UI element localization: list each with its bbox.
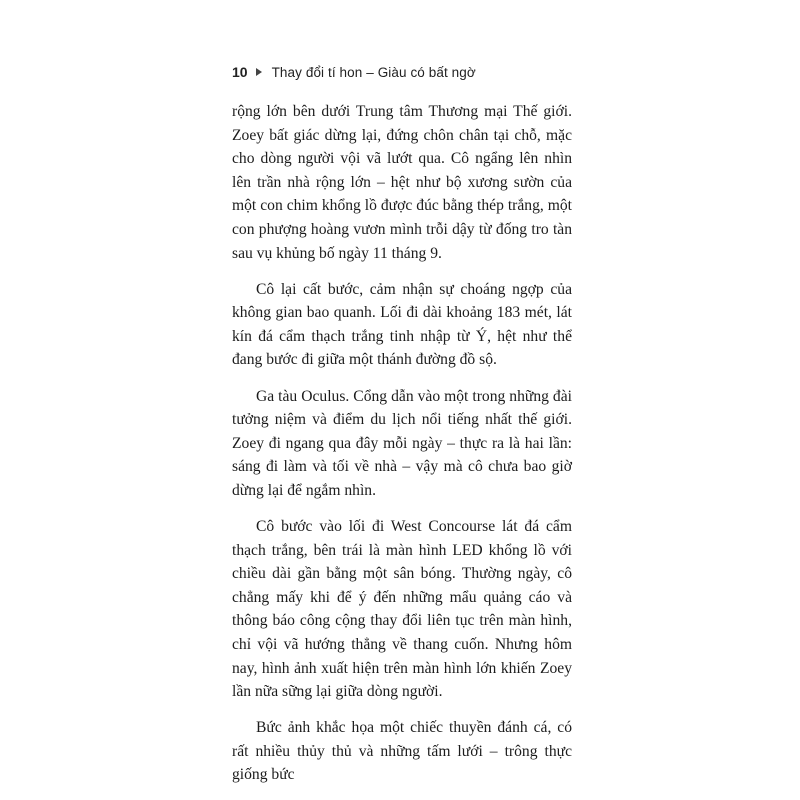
paragraph-2: Cô lại cất bước, cảm nhận sự choáng ngợp của không gian bao quanh. Lối đi dài khoảng 183 mét, lát kín đá cẩm thạch trắng tinh nhập từ Ý, hệt như thể đang bước đi giữa một thánh đường đồ sộ.: [232, 280, 572, 369]
page-number: 10: [232, 64, 248, 80]
paragraph-4: Cô bước vào lối đi West Concourse lát đá cẩm thạch trắng, bên trái là màn hình LED khổng lồ với chiều dài gần bằng một sân bóng. Thường ngày, cô chẳng mấy khi để ý đến những mẩu quảng cáo và thông báo công cộng thay đổi liên tục trên màn hình, chỉ vội vã hướng thẳng về thang cuốn. Nhưng hôm nay, hình ảnh xuất hiện trên màn hình lớn khiến Zoey lần nữa sững lại giữa dòng người.: [232, 518, 572, 701]
paragraph-3: Ga tàu Oculus. Cổng dẫn vào một trong những đài tưởng niệm và điểm du lịch nổi tiếng nhất thế giới. Zoey đi ngang qua đây mỗi ngày – thực ra là hai lần: sáng đi làm và tối về nhà – vậy mà cô chưa bao giờ dừng lại để ngắm nhìn.: [232, 387, 572, 499]
paragraph-1: rộng lớn bên dưới Trung tâm Thương mại Thế giới. Zoey bất giác dừng lại, đứng chôn chân tại chỗ, mặc cho dòng người vội vã lướt qua. Cô ngẩng lên nhìn lên trần nhà rộng lớn – hệt như bộ xương sườn của một con chim khổng lồ được đúc bằng thép trắng, một con phượng hoàng vươn mình trỗi dậy từ đống tro tàn sau vụ khủng bố ngày 11 tháng 9.: [232, 103, 572, 262]
paragraph-5: Bức ảnh khắc họa một chiếc thuyền đánh cá, có rất nhiều thủy thủ và những tấm lưới – trông thực giống bức: [232, 719, 572, 784]
triangle-right-icon: [256, 68, 262, 76]
body-text: [232, 100, 572, 787]
running-head: [232, 61, 476, 83]
chapter-title: Thay đổi tí hon – Giàu có bất ngờ: [271, 64, 476, 80]
